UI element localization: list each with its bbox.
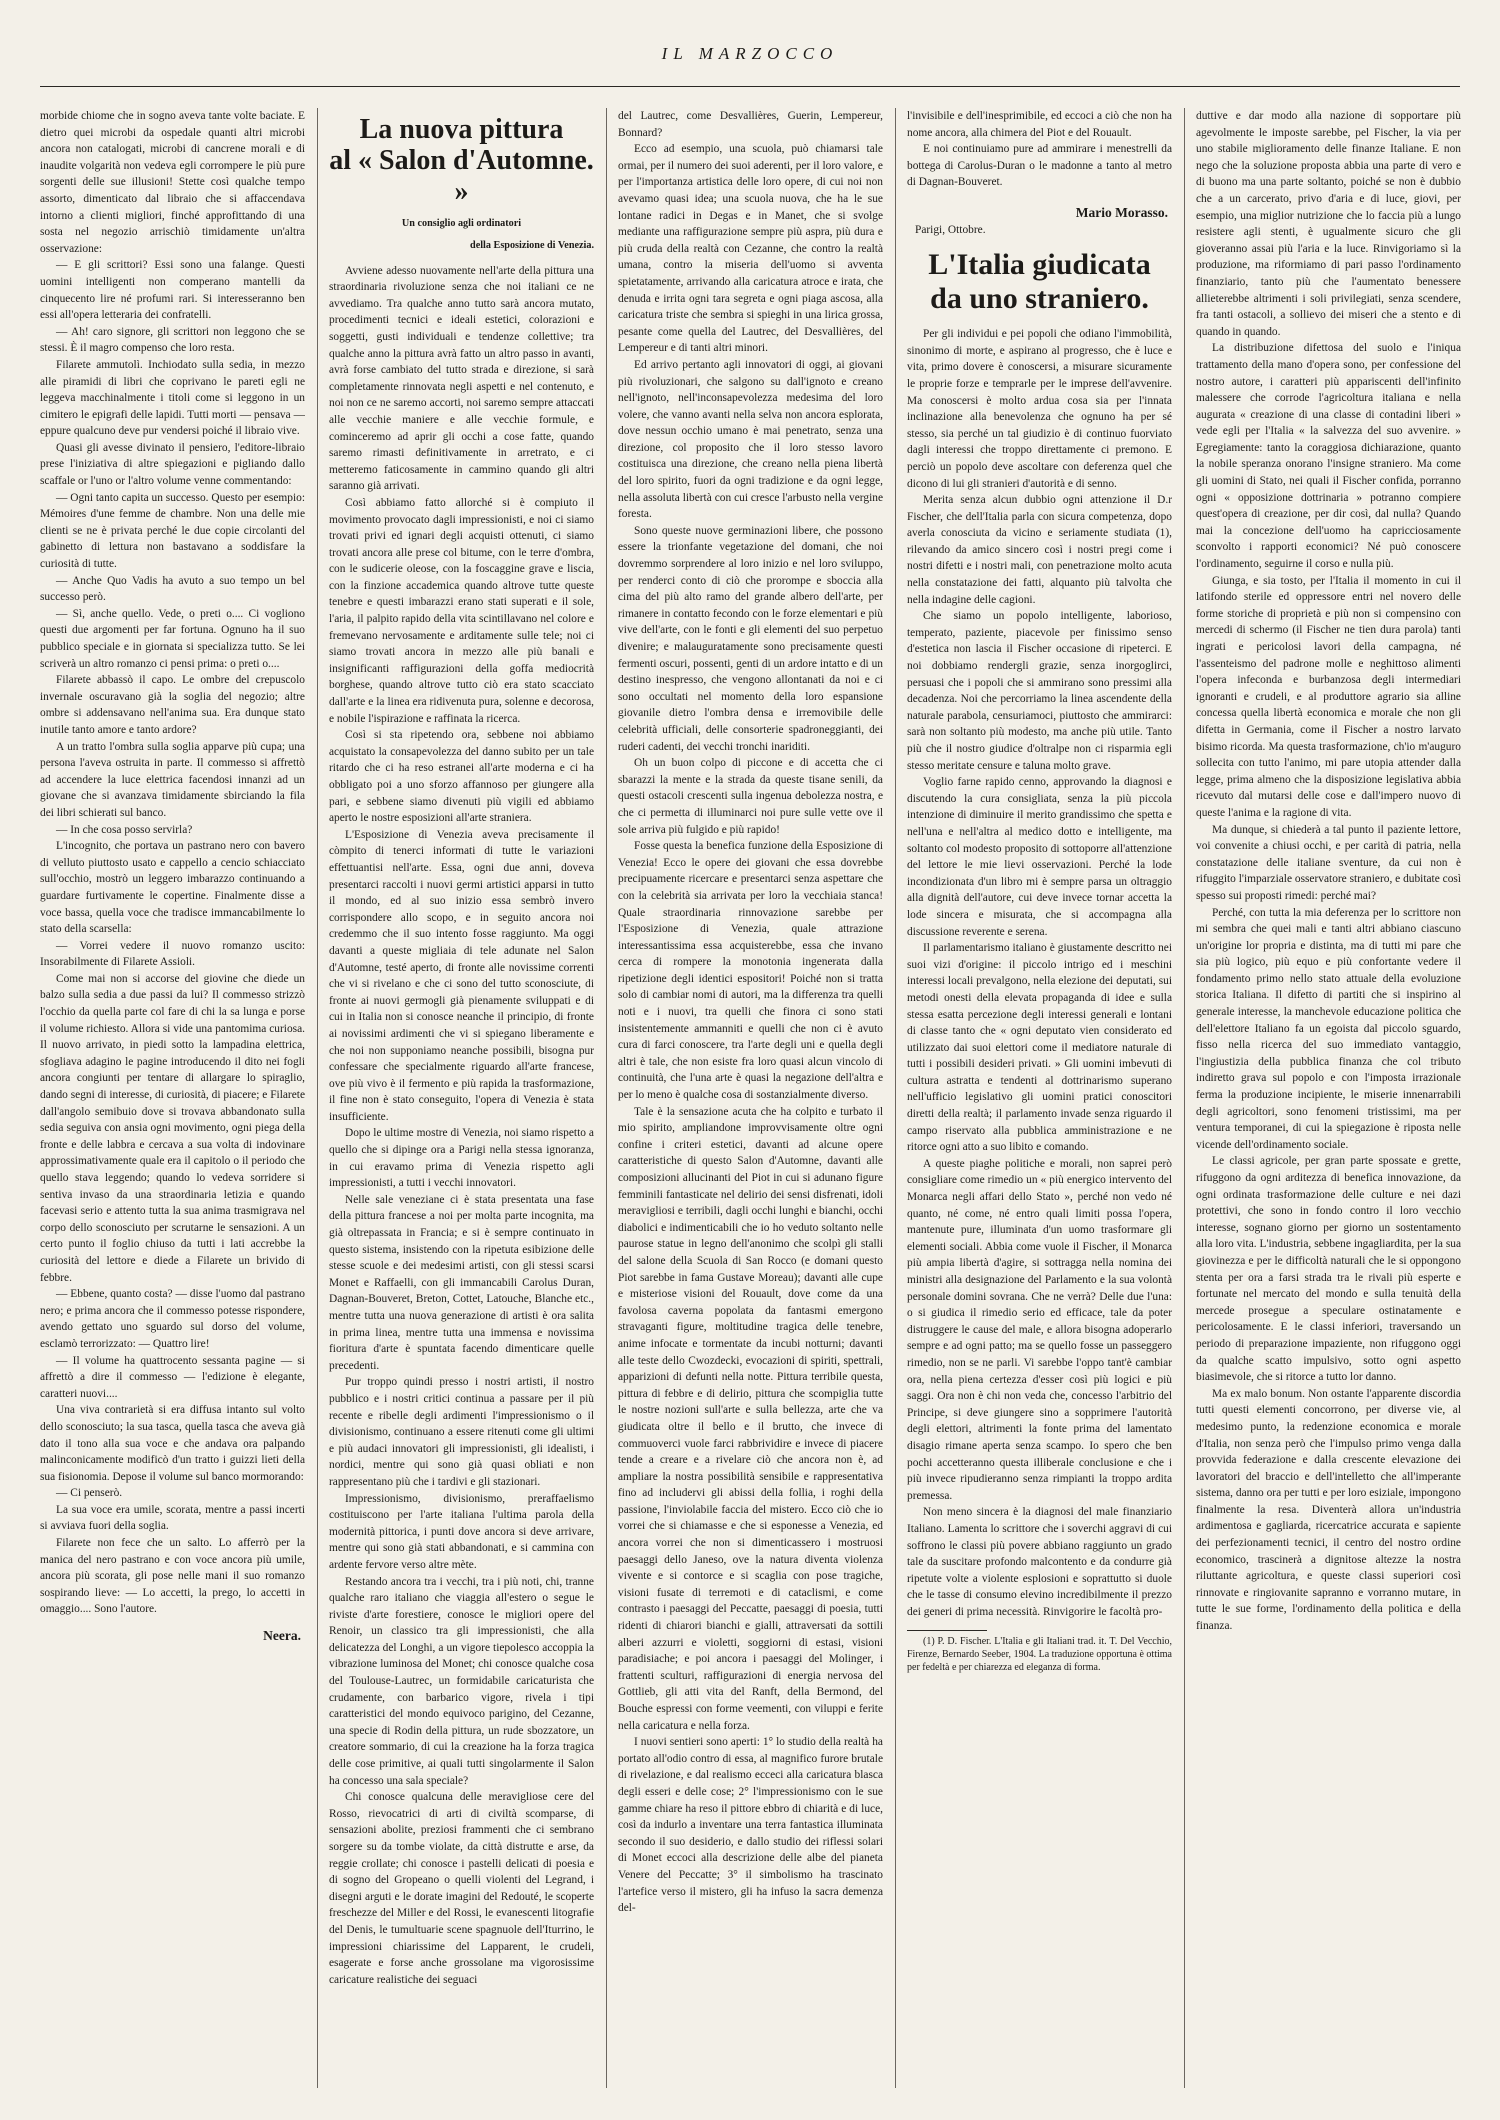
column-5: [1196, 108, 1461, 2088]
paragraph: I nuovi sentieri sono aperti: 1° lo studio della realtà ha portato all'odio contro di essa, al magnifico furore brutale di rivelazione, e dal realismo ecceci alla caricatura blasca degli esseri e delle cose; 2° l'impressionismo con le sue gamme chiare ha reso il pittore ebbro di chiarità e di luce, così da indurlo a inventare una terra fantastica illuminata secondo il suo desiderio, e dallo studio dei riflessi solari di Monet eccoci alla descrizione delle albe del pianeta Venere del Peccatte; 3° il simbolismo ha trascinato l'artefice verso il mistero, gli ha infuso la sacra demenza del-: [618, 1736, 883, 1915]
footnote-rule: [907, 1630, 987, 1631]
paragraph: Restando ancora tra i vecchi, tra i più noti, chi, tranne qualche raro italiano che viaggia all'estero o segue le riviste d'arte forestiere, conosce le migliori opere del Renoir, un classico tra gli impressionisti, che alla delicatezza del Longhi, a un vigore tiepolesco accoppia la vibrazione luminosa del Monet; chi conosce qualche cosa del Toulouse-Lautrec, un formidabile caricaturista che crudamente, con barbarico vigore, rivela i tipi caratteristici del mondo equivoco parigino, del Cezanne, una specie di Rodin della pittura, un rude sbozzatore, un creatore sommario, di cui la creazione ha la forza tragica delle cose primitive, ai quali tutti singolarmente il Salon ha concesso una sala speciale?: [329, 1575, 594, 1787]
paragraph: Merita senza alcun dubbio ogni attenzione il D.r Fischer, che dell'Italia parla con sicura competenza, dopo averla conosciuta da vicino e seriamente studiata (1), rilevando da amico sincero così i nostri pregi come i nostri difetti e i nostri mali, con penetrazione molto acuta nella constatazione dei fatti, alquanto più talvolta che nella indagine delle cagioni.: [907, 494, 1172, 606]
title-line-2: al « Salon d'Automne. »: [329, 145, 594, 207]
title-line-2: da uno straniero.: [930, 282, 1149, 316]
paragraph: Che siamo un popolo intelligente, laborioso, temperato, paziente, piacevole per finissimo senso d'estetica non lascia il Fischer occasione di ripeterci. E noi dobbiamo rendergli grazie, senza inorgoglirci, persuasi che i popoli che si ammirano sono pressimi alla decadenza. Noi che percorriamo la linea ascendente della naturale parabola, censuriamoci, piuttosto che ammirarci: sarà non soltanto più modesto, ma anche più utile. Tanto più che il nostro giudice d'oltralpe non ci risparmia egli stesso meritate censure e taluna molto grave.: [907, 610, 1172, 772]
article-subtitle: Un consiglio agli ordinatori: [401, 218, 522, 229]
paragraph: Chi conosce qualcuna delle meravigliose cere del Rosso, rievocatrici di arti di civiltà scomparse, di sensazioni abolite, preziosi frammenti che ci sembrano sorgere su da tombe violate, da città distrutte e arse, da reggie crollate; chi conosce i pastelli delicati di poesia e di sogno del Gropeano o quelli violenti del Legrand, i disegni arguti e le dorate imagini del Redouté, le scoperte freschezze del Miller e del Rossi, le evanescenti litografie del Denis, le tumultuarie scene spagnuole dell'Iturrino, le impressioni chiarissime del Lapparent, le crudeli, esagerate e forse anche grossolane ma vigorosissime caricature realistiche dei seguaci: [329, 1791, 594, 1986]
paragraph: — In che cosa posso servirla?: [56, 823, 193, 836]
paragraph: Perché, con tutta la mia deferenza per lo scrittore non mi sembra che quei mali e tanti altri abbiano ciascuno un'origine lor propria e distinta, ma di tutti mi pare che sia più logico, più equo e più confortante vedere il fondamento primo nello stato attuale della evoluzione storica Italiana. Il difetto di partiti che si inspirino al generale interesse, la manchevole educazione politica che dell'elettore Italiano fa un egoista dal piccolo sguardo, fisso nella ricerca del suo immediato vantaggio, l'ingiustizia della pubblica finanza che col tributo indiretto grava sul popolo e con l'imposta irrazionale ferma la produzione incipiente, le miserie innenarrabili degli agricoltori, sono fenomeni tristissimi, ma per ventura temporanei, di cui la spiegazione è riposta nelle vicende dell'ordinamento sociale.: [1196, 906, 1461, 1151]
paragraph: Ecco ad esempio, una scuola, può chiamarsi tale ormai, per il numero dei suoi aderenti, per il loro valore, e per l'importanza artistica delle loro opere, di cui noi non avevamo quasi idea; una scuola nuova, che ha le sue lontane radici in Degas e in Manet, che si svolge mediante una raffigurazione sempre più aspra, più dura e più cruda della realtà con Cezanne, che contro la realtà umana, contro la miseria dell'uomo si avventa spietatamente, arrivando alla caricatura atroce e irata, che denuda e irrita ogni tara segreta e ogni piaga ascosa, alla caricatura triste che sembra si spieghi in una lirica grossa, pesante come quella del Lautrec, del Desvallières, del Lempereur e di tanti altri minori.: [618, 143, 883, 355]
paragraph: A un tratto l'ombra sulla soglia apparve più cupa; una persona l'aveva ostruita in parte. Il commesso si affrettò ad accendere la luce elettrica facendosi innanzi ad un giovane che si avanzava timidamente sbirciando la fila dei libri schierati sul banco.: [40, 740, 305, 819]
paragraph: Voglio farne rapido cenno, approvando la diagnosi e discutendo la cura consigliata, senza la più piccola intenzione di diminuire il merito grandissimo che spetta e nell'una e nell'altra al medico dotto e intelligente, ma soltanto col modesto proposito di sottoporre all'attenzione del lettore le mie lievi osservazioni. Perché la lode incondizionata d'un libro mi è sempre parsa un oltraggio alla dignità dell'autore, cui deve invece tornar accetta la lode sincera e misurata, che si accompagna alla discussione reverente e serena.: [907, 776, 1172, 938]
paragraph: La sua voce era umile, scorata, mentre a passi incerti si avviava fuori della soglia.: [40, 1503, 305, 1533]
paragraph: Pur troppo quindi presso i nostri artisti, il nostro pubblico e i nostri critici continua a passare per il più recente e ribelle degli ardimenti l'impressionismo o il divisionismo, continuano a essere ritenuti come gli ultimi e più audaci innovatori gli impressionisti, gli idealisti, i nordici, mentre qui sono già quasi obliati e non rappresentano più che i tardivi e gli stazionari.: [329, 1376, 594, 1488]
paragraph: l'invisibile e dell'inesprimibile, ed eccoci a ciò che non ha nome ancora, alla chimera del Piot e del Rouault.: [907, 110, 1172, 139]
columns: [40, 108, 1460, 2088]
masthead-rule: [40, 86, 1460, 87]
article-title: [907, 248, 1172, 316]
article-body: [618, 108, 883, 1917]
paragraph: — Ebbene, quanto costa? — disse l'uomo dal pastrano nero; e prima ancora che il commesso potesse rispondere, avendo gettato uno sguardo sul dorso del volume, esclamò terrorizzato: — Quattro lire!: [40, 1288, 305, 1350]
paragraph: Ma dunque, si chiederà a tal punto il paziente lettore, voi convenite a chiusi occhi, e per carità di patria, nella constatazione delle italiane sventure, da cui non è rifuggito l'imparziale osservatore straniero, e dubitate così spesso sui proposti rimedi: perché mai?: [1196, 823, 1461, 902]
paragraph: Ma ex malo bonum. Non ostante l'apparente discordia tutti questi elementi concorrono, per diverse vie, al medesimo punto, la redenzione economica e morale d'Italia, non senza però che l'impulso primo venga dalla provvida federazione e dalla crescente elevazione dei lavoratori del braccio e dell'intelletto che all'imperante sistema, danno ora per tutti e per loro esiziale, impongono finalmente la resa. Diventerà allora un'industria ardimentosa e gagliarda, ricercatrice accurata e sapiente dei perfezionamenti tecnici, il centro del nostro ordine economico, trascinerà a dignitose altezze la nostra riluttante agricoltura, e queste classi superiori così rinnovate e ringiovanite sapranno e vorranno mutare, in tutte le sue forme, l'ordinamento della politica e della finanza.: [1196, 1387, 1461, 1633]
paragraph: — Il volume ha quattrocento sessanta pagine — si affrettò a dire il commesso — l'edizione è elegante, caratteri nuovi....: [40, 1354, 305, 1400]
paragraph: del Lautrec, come Desvallières, Guerin, Lempereur, Bonnard?: [618, 110, 883, 139]
article-title: [329, 114, 594, 207]
paragraph: Le classi agricole, per gran parte spossate e grette, rifuggono da ogni arditezza di benefica innovazione, da ogni ordinata trasformazione delle culture e nei dazi protettivi, che sono in fondo contro il loro vecchio interesse, sognano giorno per giorno un sostentamento alla loro vita. L'industria, sebbene ingagliardita, per la sua giovinezza e per le difficoltà naturali che le si oppongono stenta per ora a farsi strada tra le rivali più esperte e fortunate nel mercato del mondo e sulla tenuità della mercede prosegue a speculare ostinatamente e pericolosamente. E le classi inferiori, traversando un periodo di preparazione impaziente, non rifuggono oggi da qualche scatto impulsivo, sotto ogni aspetto biasimevole, che si ritorce a tutto lor danno.: [1196, 1155, 1461, 1384]
paragraph: — Ci penserò.: [56, 1487, 123, 1500]
dateline: Parigi, Ottobre.: [915, 223, 986, 236]
paragraph: E noi continuiamo pure ad ammirare i menestrelli da bottega di Carolus-Duran o le madonne a tanto al metro di Dagnan-Bouveret.: [907, 143, 1172, 189]
column-4: [907, 108, 1172, 2088]
paragraph: — E gli scrittori? Essi sono una falange. Questi uomini intelligenti non comperano mantelli da cinquecento lire né profumi rari. Si interesseranno ben essi all'opera letteraria dei confratelli.: [40, 259, 305, 322]
paragraph: Impressionismo, divisionismo, preraffaelismo costituiscono per l'arte italiana l'ultima parola della modernità pittorica, i punti dove ancora si deve arrivare, mentre qui sono già stati abbandonati, e si cammina con ardente fervore verso altre mète.: [329, 1492, 594, 1571]
paragraph: Ed arrivo pertanto agli innovatori di oggi, ai giovani più rivoluzionari, che salgono su dall'ignoto e creano nell'ignoto, nell'inconsapevolezza medesima del loro volere, che vanno avanti nella selva non ancora esplorata, dove nessun occhio umano è mai penetrato, senza una direzione, col proposito che il loro stesso lavoro costituisca una direzione, che creano nella piena libertà del loro spirito, fuori da ogni tradizione e da ogni legge, nella assoluta libertà con cui cresce l'arbusto nella vergine foresta.: [618, 358, 883, 521]
article-body: [907, 108, 1172, 191]
paragraph: Filarete non fece che un salto. Lo afferrò per la manica del nero pastrano e con voce ancora più umile, ancora più scorata, gli pose nelle mani il suo romanzo sospirando lieve: — Lo accetti, la prego, lo accetti in omaggio.... Sono l'autore.: [40, 1537, 305, 1616]
article-subtitle-2: della Esposizione di Venezia.: [470, 240, 594, 251]
paragraph: Così si sta ripetendo ora, sebbene noi abbiamo acquistato la consapevolezza del danno subito per un tale ritardo che ci ha reso estranei all'arte moderna e ci ha obbligato poi a uno sforzo affannoso per giungere alla pari, e sebbene siamo divenuti più vigili ed abbiamo aperto le nostre esposizioni all'arte straniera.: [329, 729, 594, 825]
paragraph: La distribuzione difettosa del suolo e l'iniqua trattamento della mano d'opera sono, per confessione del nostro autore, i caratteri più appariscenti dell'infinito malessere che corrode l'agricoltura italiana e nella augurata « creazione di una classe di contadini liberi » vede egli per l'Italia « la salvezza del suo avvenire. » Egregiamente: tanto la coraggiosa dichiarazione, quanto la nobile speranza onorano l'insigne straniero. Ma come gli uomini di Stato, nei quali il Fischer confida, porranno ogni « opposizione dottrinaria » potranno compiere quest'opera di creazione, per dir così, dal nulla? Quando mai la concezione dell'uomo ha capricciosamente sconvolto i rapporti economici? Né può conoscere l'ordinamento, seguirne il corso e nulla più.: [1196, 342, 1461, 571]
article-body: [1196, 108, 1461, 1635]
paragraph: — Vorrei vedere il nuovo romanzo uscito: Insorabilmente di Filarete Assioli.: [40, 939, 305, 969]
column-divider: [1184, 108, 1185, 2088]
paragraph: Tale è la sensazione acuta che ha colpito e turbato il mio spirito, ampliandone improvvisamente oltre ogni confine i criteri estetici, davanti ad alcune opere caratteristiche di questo Salon d'Automne, davanti alle composizioni allucinanti del Piot in cui si adunano figure femminili fantasticate nel delirio dei sensi disfrenati, idoli meravigliosi e terribili, dagli occhi lunghi e bianchi, occhi diabolici e indimenticabili che io ho veduto soltanto nelle paurose statue in legno dell'anonimo che scolpì gli stalli del salone della Scuola di San Rocco (e domani questo Piot sarebbe in fama Gustave Moreau); davanti alle cupe e misteriose visioni del Rouault, dove come da una favolosa caverna popolata da fantasmi emergono stravaganti figure, moltitudine tragica delle tenebre, anime infocate e tormentate da incubi notturni; davanti alle teste dello Cwozdecki, evocazioni di spiriti, spettrali, apparizioni di defunti nella notte. Pittura terribile questa, pittura di febbre e di delirio, pittura che scompiglia tutte le nostre nozioni sull'arte e sulla bellezza, arte che va giudicata oltre il bello e il brutto, che invece di commuoverci vuole farci rabbrividire e invece di piacere tende a creare e a rivelare ciò che ancora non è, ad ampliare la nostra possibilità sensibile e rappresentativa fino ad includervi gli abissi della follia, i roghi della passione, l'inviolabile faccia del mistero. Ecco ciò che io vorrei che si chiamasse e che si esponesse a Venezia, ed ancora vorrei che non si dimenticassero i mostruosi paesaggi dello Janeso, ove la natura diventa violenza vivente e si contorce e si scaglia con pose tragiche, visioni fusate di terremoti e di cataclismi, e come contrasto i paesaggi del Peccatte, paesaggi di poesia, tutti ridenti di chiarori bianchi e gialli, attraversati da sottili alberi azzurri e violetti, soggiorni di estasi, visioni paradisiache; e poi ancora i paesaggi del Molinger, i frattenti sculturi, raffigurazioni di energia nervosa del Gottlieb, gli atti vita del Ranft, della Bermond, del Bouche espressi con forme veementi, con viluppi e ferite nella caricatura e nella forza.: [618, 1105, 883, 1732]
author-signature: Neera.: [263, 1628, 301, 1644]
article-body: [907, 326, 1172, 1620]
paragraph: — Anche Quo Vadis ha avuto a suo tempo un bel successo però.: [40, 574, 305, 604]
paragraph: Nelle sale veneziane ci è stata presentata una fase della pittura francese a noi per molta parte incognita, ma già oltrepassata in Francia; e si è sempre continuato in questo sistema, insistendo con la ripetuta esibizione delle stesse scuole e dei medesimi artisti, con gli stessi scarsi Monet e Raffaelli, con gli immancabili Carolus Duran, Dagnan-Bouveret, Breton, Cottet, Latouche, Blanche etc., mentre tutta una nuova generazione di artisti è ora salita in prima linea, mentre tutta una immensa e novissima fioritura d'arte è spuntata facendo dimenticare quelle precedenti.: [329, 1193, 594, 1372]
paragraph: Dopo le ultime mostre di Venezia, noi siamo rispetto a quello che si dipinge ora a Parigi nella stessa ignoranza, in cui eravamo prima di Venezia rispetto agli impressionisti, a tutti i vecchi innovatori.: [329, 1127, 594, 1190]
paragraph: Quasi gli avesse divinato il pensiero, l'editore-libraio prese l'iniziativa di altre spiegazioni e pigliando dallo scaffale or l'uno or l'altro volume venne commentando:: [40, 441, 305, 488]
paragraph: Il parlamentarismo italiano è giustamente descritto nei suoi vizi d'origine: il piccolo intrigo ed i meschini interessi locali prevalgono, nella elezione dei deputati, sui metodi onesti della elevata propaganda di idee e sulla stessa esatta percezione degli interessi generali e lontani di classe tanto che « ogni deputato vien considerato ed utilizzato dai suoi elettori come il mediatore naturale di tutti i possibili desideri privati. » Gli uomini imbevuti di cultura astratta e tendenti al dottrinarismo superano nell'ufficio legislativo gli uomini pratici conoscitori diretti della realtà; il parlamento invade senza riguardo il campo riservato alla pubblica amministrazione e ne ritorce ogni atto a suo libito e comando.: [907, 942, 1172, 1154]
paragraph: L'Esposizione di Venezia aveva precisamente il còmpito di tenerci informati di tutte le variazioni effettuantisi nell'arte. Essa, ogni due anni, doveva presentarci raccolti i nuovi germi artistici apparsi in tutto il mondo, ed al suo inizio essa sembrò invero corrispondere allo scopo, e in seguito ancora noi credemmo che il suo intento fosse raggiunto. Ma oggi davanti a queste migliaia di tele adunate nel Salon d'Automne, testé aperto, di fronte alle novissime correnti che vi si rivelano e che ci sono del tutto sconosciute, di fronte ai nuovi germogli già pienamente sviluppati e di cui in Italia non si conosce neanche il principio, di fronte ai novissimi ardimenti che vi si spiegano liberamente e che noi non supponiamo neanche possibili, bisogna pur confessare che specialmente riguardo all'arte francese, ove più vivo è il fermento e più rapida la trasformazione, il fine non è stato conseguito, l'opera di Venezia è stata insufficiente.: [329, 828, 594, 1123]
paragraph: L'incognito, che portava un pastrano nero con bavero di velluto piuttosto usato e cappello a cencio schiacciato sull'occhio, mostrò un leggero imbarazzo continuando a guardare furtivamente le copertine. Finalmente disse a voce bassa, quella voce che tradisce immancabilmente lo stato della scarsella:: [40, 840, 305, 936]
column-3: [618, 108, 883, 2088]
paragraph: — Ah! caro signore, gli scrittori non leggono che se stessi. È il magro compenso che loro resta.: [40, 325, 305, 355]
paragraph: Per gli individui e pei popoli che odiano l'immobilità, sinonimo di morte, e aspirano al progresso, che è luce e vita, primo dovere è conoscersi, a misurare sicuramente le proprie forze e temprarle per le imprese dell'avvenire. Ma conoscersi è molto ardua cosa sia per l'innata inclinazione alla benevolenza che ognuno ha per sé stesso, sia perché un tal giudizio è di continuo fuorviato dagli interessi che troppo direttamente ci premono. E perciò un popolo deve ascoltare con deferenza quel che dicono di lui gli stranieri d'autorità e di senno.: [907, 328, 1172, 490]
paragraph: Avviene adesso nuovamente nell'arte della pittura una straordinaria rivoluzione senza che noi italiani ce ne avvediamo. Tra qualche anno tutto sarà ancora mutato, procedimenti tecnici e ideali estetici, colorazioni e soggetti, gusti individuali e tendenze collettive; tra qualche anno la pittura avrà fatto un altro passo in avanti, avrà forse cambiato del tutto strada e direzione, si sarà completamente rinnovata negli aspetti e nel contenuto, e noi non ce ne saremo accorti, noi saremo sempre attaccati alle vecchie maniere e alle vecchie formule, e cominceremo ad aprir gli occhi a cose fatte, quando saremo rimasti definitivamente in arretrato, e ci metteremo faticosamente in cammino quando gli altri saranno già arrivati.: [329, 264, 594, 493]
paragraph: — Sì, anche quello. Vede, o preti o.... Ci vogliono questi due argomenti per far fortuna. Ognuno ha il suo pubblico speciale e in giornata si specializza tutto. Se lei scriverà un altro romanzo ci pensi prima: o preti o....: [40, 607, 305, 670]
column-1: [40, 108, 305, 2088]
column-divider: [606, 108, 607, 2088]
paragraph: morbide chiome che in sogno aveva tante volte baciate. E dietro quei microbi da ospedale quanti altri microbi ancora non catalogati, microbi di cancrene morali e di inaudite volgarità non vedeva egli corrompere le più pure sorgenti delle sue illusioni! Stette così qualche tempo assorto, dimenticato dal libraio che si affaccendava intorno a clienti migliori, finché approfittando di una sosta nel negozio arrischiò timidamente un'altra osservazione:: [40, 110, 305, 255]
paragraph: Fosse questa la benefica funzione della Esposizione di Venezia! Ecco le opere dei giovani che essa dovrebbe precipuamente ricercare e presentarci senza aspettare che con la celebrità sia arrivata per loro la vecchiaia stanca! Quale straordinaria rinnovazione sarebbe per l'Esposizione di Venezia, quale attrazione interessantissima essa acquisterebbe, essa che invano cerca di rompere la monotonia ingenerata dalla ripetizione degli identici espositori! Poiché non si tratta solo di cambiar nomi di autori, ma la differenza tra quelli noti e i nuovi, tra quelli che finora ci sono stati insistentemente ammanniti e quelli che non ci è avuto cura di farci conoscere, tra l'arte degli uni e quella degli altri è tale, che non esiste fra loro quasi alcun vincolo di continuità, che l'una arte è quasi la negazione dell'altra e per lo meno è qualche cosa di sostanzialmente diverso.: [618, 840, 883, 1102]
title-line-1: La nuova pittura: [359, 114, 564, 145]
paragraph: A queste piaghe politiche e morali, non saprei però consigliare come rimedio un « più energico intervento del Monarca negli affari dello Stato », perché non vedo né quanto, né come, né entro quali limiti possa l'opera, mantenute pure, illuminata d'un uomo trasformare gli elementi sociali. Abbia come vuole il Fischer, il Monarca più ampia libertà d'agire, si sottragga nella nomina dei ministri alla designazione del Parlamento e la sua volontà personale domini sovrana. Che ne verrà? Delle due l'una: o si giudica il rimedio serio ed efficace, tale da poter distruggere le cause del male, e allora bisogna adoperarlo sempre e ad ogni patto; ma se quello fosse un passeggero rimedio, non se ne parli. Vi sarebbe l'oppo tant'è cambiar ora, nella piena certezza d'esser così più logici e più saggi. Ora non è chi non veda che, concesso l'arbitrio del Principe, si deve giungere sino a sopprimere l'autorità degli elettori, altrimenti la fonte prima del lamentato disagio rimane aperta senza scampo. Io spero che ben pochi accetteranno questa illiberale conclusione e che i più invece ripudieranno senza rimpianti la troppo ardita premessa.: [907, 1157, 1172, 1502]
paragraph: Giunga, e sia tosto, per l'Italia il momento in cui il latifondo sterile ed oppressore entri nel novero delle forme storiche di proprietà e più non si compensino con mercedi di schermo (il Fischer ne tien dura parola) tanti ingrati e pericolosi lavori della campagna, né l'assenteismo del padrone molle e neghittoso alimenti l'opera infeconda e burbanzosa degli intermediari ignoranti e crudeli, e al produttore agrario sia alline concessa quella libertà economica e morale che non gli difetta in Germania, come il Fischer a nostro larvato bisimo ricorda. Ma questa trasformazione, ch'io m'auguro sollecita con tutto l'animo, mi pare utopia attender dalla legge, prima almeno che la disposizione legislativa abbia ricevuto dal mutarsi delle cose e dall'impero nuovo di queste l'anima e la ragione di vita.: [1196, 574, 1461, 819]
article-body: [329, 263, 594, 1989]
paragraph: Come mai non si accorse del giovine che diede un balzo sulla sedia a due passi da lui? Il commesso strizzò l'occhio da quella parte col fare di chi la sa lunga e porse il volume richiesto. Allora si vide una pantomima curiosa. Il nuovo arrivato, in piedi sotto la lampadina elettrica, sfogliava adagino le pagine introducendo il dito nei fogli ancora congiunti per tentare di allargare lo spiraglio, dando segni di interesse, di curiosità, di piacere; e Filarete dall'angolo semibuio dove si trovava abbandonato sulla sedia seguiva con ansia ogni movimento, ogni piega della fronte e delle labbra e cercava a sua volta di indovinare approssimativamente quale era il capitolo o il periodo che quello stava leggendo; quando lo vedeva sorridere si sentiva invaso da una straordinaria letizia e quando facevasi serio e attento tutta la sua anima trasmigrava nel corpo dello sconosciuto per scrutarne le sensazioni. A un certo punto il foglio chiuso da tutti i lati accrebbe la curiosità del lettore e diede a Filarete un brivido di febbre.: [40, 972, 305, 1284]
paragraph: Così abbiamo fatto allorché si è compiuto il movimento provocato dagli impressionisti, e noi ci siamo trovati privi ed ignari degli acquisti ottenuti, ci siamo trovati ancora alle prese col bitume, con le terre d'ombra, con le sudicerie oleose, con la foscaggine grave e liscia, con la finzione accademica quando altrove tutte queste tenebre e questi imbarazzi erano stati superati e il sole, l'aria, il palpito rapido della vita scintillavano nel colore e fremevano nervosamente e arditamente sulle tele; noi ci siamo trovati ancora in mezzo alle più banali e insignificanti raffigurazioni della goffa mediocrità borghese, quando altrove tutto ciò era stato scacciato dall'arte e la linea era ridivenuta pura, solenne e decorosa, e nobile l'ispirazione e raffinata la ricerca.: [329, 496, 594, 725]
column-divider: [317, 108, 318, 2088]
paragraph: — Ogni tanto capita un successo. Questo per esempio: Mémoires d'une femme de chambre. Non una delle mie clienti se ne è privata perché le due copie circolanti del gabinetto di lettura non bastavano a soddisfare la curiosità di tutte.: [40, 491, 305, 571]
author-signature: Mario Morasso.: [1075, 204, 1168, 220]
footnote: (1) P. D. Fischer. L'Italia e gli Italiani trad. it. T. Del Vecchio, Firenze, Bernardo Seeber, 1904. La traduzione opportuna è ottima per fedeltà e per chiarezza ed eleganza di forma.: [907, 1636, 1172, 1674]
paragraph: Non meno sincera è la diagnosi del male finanziario Italiano. Lamenta lo scrittore che i soverchi aggravi di cui soffrono le classi più povere abbiano raggiunto un grado tale da suscitare profondo malcontento e da condurre già ripetute volte a violente esplosioni e soprattutto si duole che le tasse di consumo elevino incredibilmente il prezzo dei generi di prima necessità. Rinvigorire le facoltà pro-: [907, 1506, 1172, 1618]
paragraph: Oh un buon colpo di piccone e di accetta che ci sbarazzi la mente e la strada da queste tisane senili, da questi ostacoli crescenti sulla ingenua debolezza nostra, e che ci permetta di illuminarci noi pure sulle vette ove il sole arriva più fulgido e più rapido!: [618, 757, 883, 836]
story-continuation: [40, 108, 305, 1618]
column-divider: [895, 108, 896, 2088]
paragraph: Sono queste nuove germinazioni libere, che possono essere la trionfante vegetazione del domani, che noi dovremmo sorprendere al loro inizio e nel loro sviluppo, per renderci conto di ciò che prorompe e sboccia alla cima del più alto ramo del grande albero dell'arte, per rimanere in contatto fecondo con le forze elementari e più vive dell'arte, con le fonti e gli elementi del suo perpetuo divenire; e malauguratamente sono precisamente questi fermenti oscuri, possenti, genti di un ardore intatto e di un destino inespresso, che vengono allontanati da noi e ci sono occultati nel momento della loro espansione giovanile dietro l'ombra densa e irremovibile delle celebrità ufficiali, delle consorterie spadroneggianti, dei ruderi cadenti, dei vecchi tronchi inariditi.: [618, 524, 883, 753]
column-2: [329, 108, 594, 2088]
masthead: IL MARZOCCO: [661, 44, 839, 63]
title-line-1: L'Italia giudicata: [928, 248, 1151, 282]
paragraph: Filarete abbassò il capo. Le ombre del crepuscolo invernale oscuravano già la soglia del negozio; altre ombre si addensavano nell'anima sua. Era dunque stato inutile tanto amore e tanto ardore?: [40, 674, 305, 736]
paragraph: Una viva contrarietà si era diffusa intanto sul volto dello sconosciuto; la sua tasca, quella tasca che aveva già dato il tono alla sua voce e che andava ora palpando malinconicamente modificò d'un tratto i guizzi lieti della sua fisionomia. Depose il volume sul banco mormorando:: [40, 1404, 305, 1483]
paragraph: Filarete ammutolì. Inchiodato sulla sedia, in mezzo alle piramidi di libri che coprivano le pareti egli ne leggeva macchinalmente i titoli come si leggono in un cimitero le epigrafi delle lapidi. Tutti morti — pensava — eppure qualcuno deve pur vendersi poiché il libraio vive.: [40, 358, 305, 438]
paragraph: duttive e dar modo alla nazione di sopportare più agevolmente le imposte sarebbe, pel Fischer, la via per uno stabile miglioramento delle finanze Italiane. E non nego che la soluzione proposta abbia una parte di vero e di buono ma una parte soltanto, poiché se non è dubbio che a un carcerato, privo d'aria e di luce, giovi, per esempio, una miglior nutrizione che lo faccia più a lungo resistere agli stenti, è ugualmente sicuro che gli gioveranno assai più l'aria e la luce. Rinvigoriamo sì la produzione, ma riformiamo di pari passo l'ordinamento finanziario, tanto più che l'aumentato benessere allieterebbe altrimenti i soli privilegiati, senza scendere, fra tanti ostacoli, a sollievo dei miseri che a stento e di quando in quando.: [1196, 110, 1461, 338]
